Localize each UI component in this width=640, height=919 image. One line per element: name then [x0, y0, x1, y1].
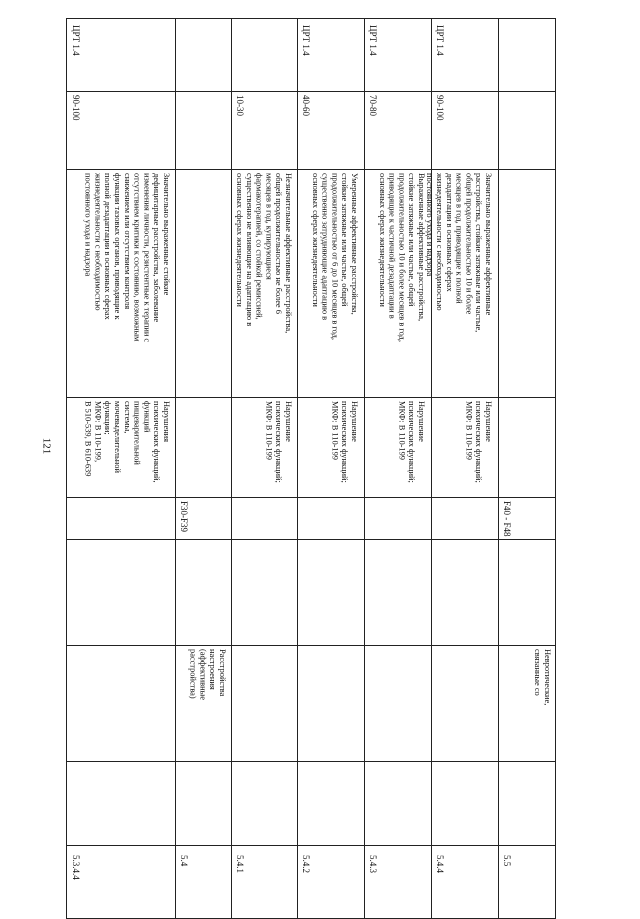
row-id: 5.4.2 — [301, 855, 312, 873]
icd-code-cell: F30-F39 — [179, 501, 190, 533]
percent-cell: 90-100 — [435, 95, 446, 121]
percent-cell: 90-100 — [71, 95, 82, 121]
row-divider — [67, 397, 555, 398]
impairment-cell: Нарушения психических функций, функций пищеварительной системы, мочевыделительной функции; МКФ: В 110-199, В 510-539, В 610-639 — [83, 401, 171, 483]
description-cell: Выраженные аффективные расстройства, стойкие затяжные или частые, общей продолжительностью 10 и более месяцев в год, приводящие к частичной дезадаптации в основных сферах жизнедеятельности — [377, 173, 426, 342]
category-cell: Расстройства настроения (аффективные расстройства) — [188, 649, 227, 700]
row-divider — [67, 761, 555, 762]
row-divider — [67, 539, 555, 540]
category-cell: Невротические, связанные со — [533, 649, 552, 706]
row-id: 5.5 — [502, 855, 513, 867]
impairment-cell: Нарушение психических функций; МКФ: В 110-199 — [397, 401, 426, 483]
impairment-cell: Нарушение психических функций; МКФ: В 110-199 — [264, 401, 293, 483]
percent-cell: 70-80 — [368, 95, 379, 116]
column-divider — [498, 19, 499, 918]
page-number: 121 — [40, 437, 53, 455]
row-id: 5.4.4 — [435, 855, 446, 873]
percent-cell: 40-60 — [301, 95, 312, 116]
row-id: 5.4 — [179, 855, 190, 867]
description-cell: Незначительные аффективные расстройства, общей продолжительностью не более 6 месяцев в год, купирующиеся фармакотерапией, со стойкой ремиссией, существенно не влияющие на адаптацию в основных сферах жизнедеятельности — [235, 173, 293, 334]
column-divider — [431, 19, 432, 918]
column-divider — [175, 19, 176, 918]
row-id: 5.3.4.4 — [71, 855, 82, 880]
row-divider — [67, 845, 555, 846]
impairment-cell: Нарушение психических функций; МКФ: В 110-199 — [464, 401, 493, 483]
row-id: 5.4.3 — [368, 855, 379, 873]
row-divider — [67, 91, 555, 92]
description-cell: Умеренные аффективные расстройства, стойкие затяжные или частые, общей продолжительностью от 6 до 10 месяцев в год, существенно затрудняющие адаптацию в основных сферах жизнедеятельности — [310, 173, 359, 340]
reference-cell: ЦРТ 1.4 — [71, 25, 82, 56]
column-divider — [231, 19, 232, 918]
row-id: 5.4.1 — [235, 855, 246, 873]
percent-cell: 10-30 — [235, 95, 246, 116]
row-divider — [67, 169, 555, 170]
row-divider — [67, 497, 555, 498]
reference-cell: ЦРТ 1.4 — [435, 25, 446, 56]
column-divider — [364, 19, 365, 918]
description-cell: Значительно выраженные стойкие дефицитарные расстройства, заболевание изменения личности, резистентные к терапии с отсутствием критики к состоянию, возможным снижением или отсутствием контроля функции тазовых органов, приводящие к полной дезадаптации в основных сферах жизнедеятельности с необходимостью постоянного ухода и надзора — [83, 173, 171, 343]
reference-cell: ЦРТ 1.4 — [368, 25, 379, 56]
column-divider — [297, 19, 298, 918]
row-divider — [67, 645, 555, 646]
icd-code-cell: F40 - F48 — [502, 501, 513, 537]
impairment-cell: Нарушение психических функций; МКФ: В 110-199 — [330, 401, 359, 483]
criteria-table — [66, 18, 556, 919]
description-cell: Значительно выраженные аффективные расстройства, стойкие затяжные или частые, общей продолжительностью 10 и более месяцев в год, приводящие к полной дезадаптации в основных сферах жизнедеятельности с необходимостью постоянного ухода и надзора — [425, 173, 493, 333]
reference-cell: ЦРТ 1.4 — [301, 25, 312, 56]
